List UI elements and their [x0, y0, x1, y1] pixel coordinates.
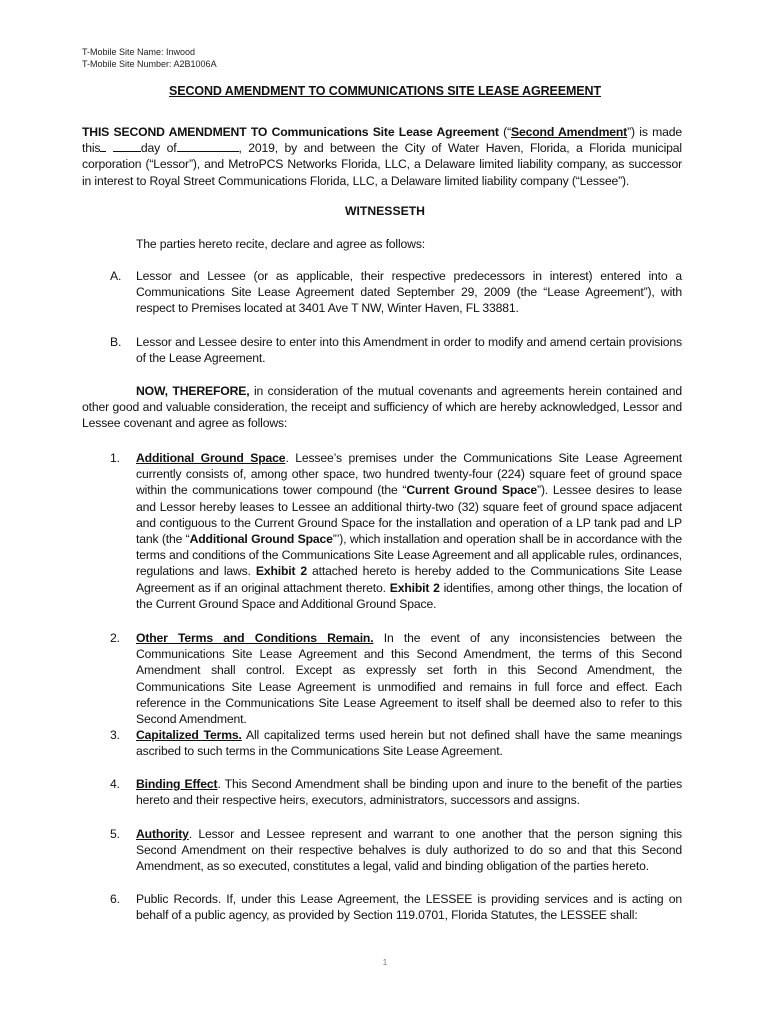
site-number: T-Mobile Site Number: A2B1006A [82, 59, 217, 69]
exhibit-ref: Exhibit 2 [255, 564, 308, 579]
section-heading: Capitalized Terms. [136, 728, 242, 742]
document-header [82, 46, 217, 70]
intro-after-term: ”) is made this [82, 125, 682, 156]
section-text: . Lessor and Lessee represent and warrant to one another that the person signing this Second Amendment on their respective behalves is duly authorized to do so and that this Second Amendment, as so executed, constitutes a legal, valid and binding obligation of the parties hereto. [136, 827, 682, 874]
defined-term-current-ground-space: Current Ground Space [406, 483, 538, 498]
recital-text: Lessor and Lessee desire to enter into this Amendment in order to modify and amend certain provisions of the Lease Agreement. [136, 335, 682, 366]
section-mark: 6. [110, 892, 120, 906]
section-text: In the event of any inconsistencies between the Communications Site Lease Agreement and this Second Amendment, the terms of this Second Amendment shall control. Except as expressly set forth in this Second Amendment, the Communications Site Lease Agreement is unmodified and remains in full force and effect. Each reference in the Communications Site Lease Agreement to itself shall be deemed also to refer to this Second Amendment. [136, 631, 682, 727]
section-text: ”). Lessee desires to lease and Lessor hereby leases to Lessee an additional thirty-two (32) square feet of ground space adjacent and contiguous to the Current Ground Space for the installation and operation of a LP tank pad and LP tank (the “ [136, 483, 683, 547]
intro-defined-term: Second Amendment [511, 125, 628, 139]
intro-day-text: day of [140, 141, 177, 156]
section-mark: 3. [110, 728, 120, 742]
intro-paragraph [82, 124, 682, 189]
recital-mark: B. [110, 335, 122, 349]
witnesseth-heading: WITNESSETH [345, 204, 425, 218]
section-body [136, 776, 682, 808]
section-mark: 2. [110, 631, 120, 645]
section-text: . This Second Amendment shall be binding upon and inure to the benefit of the parties hereto and their respective heirs, executors, administrators, successors and assigns. [136, 777, 683, 808]
blank-line-month [177, 140, 239, 152]
blank-line-day [100, 140, 106, 152]
exhibit-ref: Exhibit 2 [389, 580, 440, 595]
defined-term-additional-ground-space: Additional Ground Space [189, 532, 333, 547]
document-title: SECOND AMENDMENT TO COMMUNICATIONS SITE LEASE AGREEMENT [168, 84, 601, 98]
blank-line-day-number [113, 140, 141, 152]
section-body [136, 727, 682, 759]
section-mark: 5. [110, 827, 120, 841]
section-text: ”’), which installation and operation shall be in accordance with the terms and conditions of the Communications Site Lease Agreement and all applicable rules, ordinances, regulations and laws. [136, 532, 682, 579]
section-heading: Other Terms and Conditions Remain. [136, 631, 374, 645]
section-mark: 4. [110, 777, 120, 791]
recite-line: The parties hereto recite, declare and agree as follows: [136, 237, 426, 251]
section-heading: Authority [136, 827, 189, 841]
recital-mark: A. [110, 269, 122, 283]
recital-text: Lessor and Lessee (or as applicable, their respective predecessors in interest) entered into a Communications Site Lease Agreement dated September 29, 2009 (the “Lease Agreement”), with respect to Premises located at 3401 Ave T NW, Winter Haven, FL 33881. [136, 269, 682, 316]
now-therefore-text: in consideration of the mutual covenants and agreements herein contained and other good and valuable consideration, the receipt and sufficiency of which are hereby acknowledged, Lessor and Lessee covenant and agree as follows: [82, 384, 683, 431]
now-therefore-paragraph [82, 383, 682, 432]
site-name: T-Mobile Site Name: Inwood [82, 47, 196, 57]
section-text: attached hereto is hereby added to the Communications Site Lease Agreement as if an original attachment thereto. [136, 564, 682, 595]
section-text: identifies, among other things, the location of the Current Ground Space and Additional Ground Space. [136, 580, 683, 611]
intro-open-paren: (“ [498, 125, 511, 139]
section-heading: Binding Effect [136, 777, 218, 791]
intro-lead: THIS SECOND AMENDMENT TO Communications Site Lease Agreement [82, 125, 499, 139]
now-therefore-bold: NOW, THEREFORE, [136, 384, 250, 398]
section-body [136, 450, 682, 612]
intro-rest: , 2019, by and between the City of Water Haven, Florida, a Florida municipal corporation (“Lessor”), and MetroPCS Networks Florida, LLC, a Delaware limited liability company, as successor in interest to Royal Street Communications Florida, LLC, a Delaware limited liability company (“Lessee”). [82, 141, 682, 188]
section-text: Public Records. If, under this Lease Agreement, the LESSEE is providing services and is acting on behalf of a public agency, as provided by Section 119.0701, Florida Statutes, the LESSEE shall: [136, 892, 682, 923]
page-number: 1 [382, 958, 388, 967]
section-mark: 1. [110, 451, 120, 465]
section-text: All capitalized terms used herein but not defined shall have the same meanings ascribed to such terms in the Communications Site Lease Agreement. [136, 728, 682, 759]
section-body [136, 630, 682, 727]
section-text: . Lessee’s premises under the Communications Site Lease Agreement currently consists of, among other space, two hundred twenty-four (224) square feet of ground space within the communications tower compound (the “ [136, 451, 682, 498]
section-body [136, 826, 682, 875]
section-heading: Additional Ground Space [136, 451, 286, 465]
